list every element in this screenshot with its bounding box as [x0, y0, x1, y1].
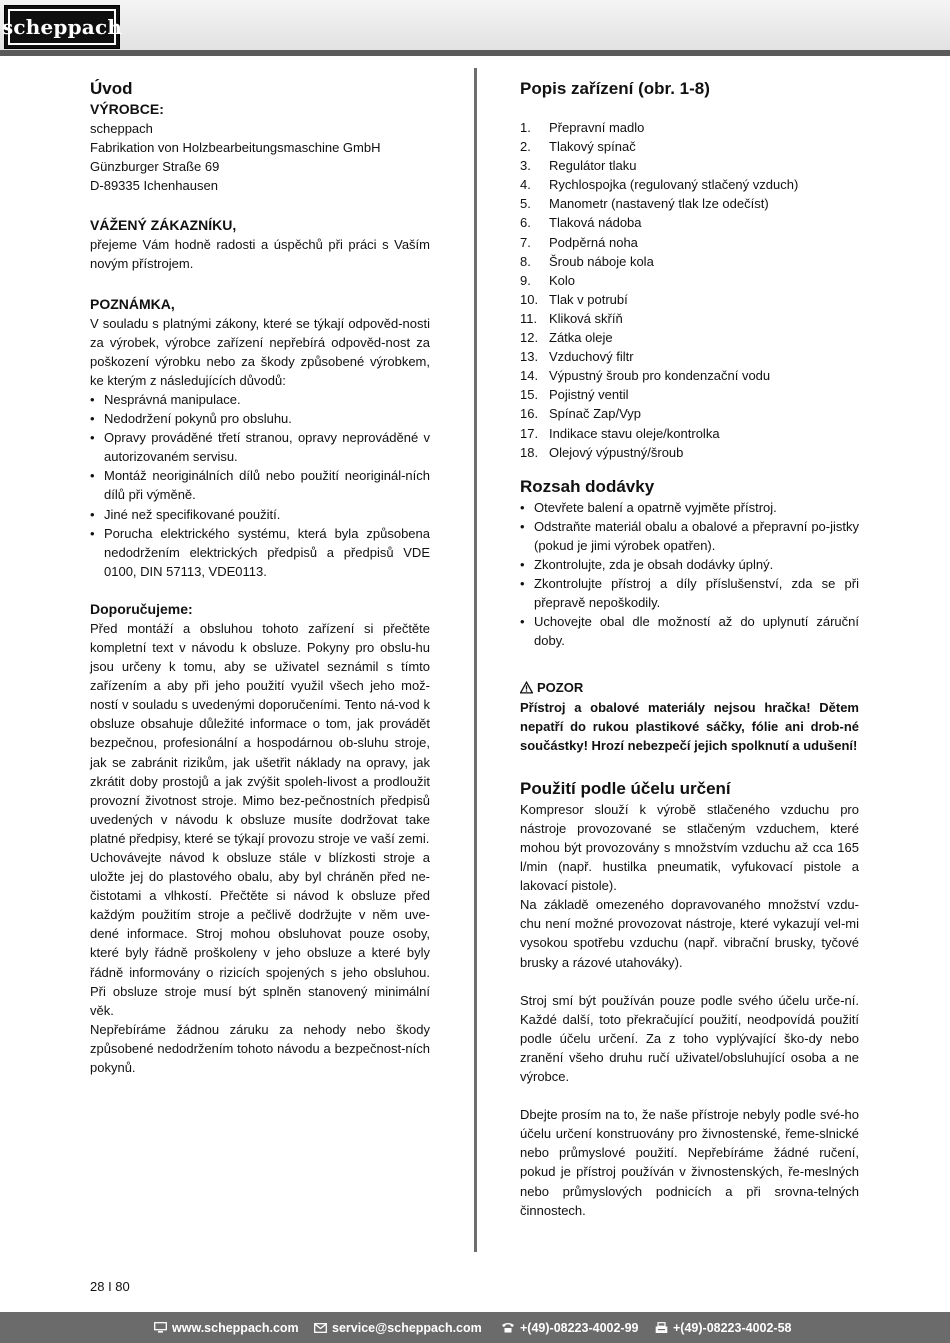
footer-website[interactable] [154, 1312, 299, 1343]
brand-logo-text: scheppach [8, 9, 116, 45]
list-item: • Uchovejte obal dle možností až do uplynutí záruční doby. [520, 612, 859, 650]
note-heading: POZNÁMKA, [90, 295, 175, 312]
customer-heading: VÁŽENÝ ZÁKAZNÍKU, [90, 217, 237, 234]
list-item: • Nedodržení pokynů pro obsluhu. [90, 409, 430, 428]
recommend-heading: Doporučujeme: [90, 600, 193, 617]
footer-fax[interactable] [655, 1312, 792, 1343]
list-item: 14. Výpustný šroub pro kondenzační vodu [520, 368, 771, 384]
footer-phone[interactable] [501, 1312, 639, 1343]
list-item: • Porucha elektrického systému, která byla způsobena nedodržením elektrických předpisů a předpisů VDE 0100, DIN 57113, VDE0113. [90, 524, 430, 581]
list-item: • Otevřete balení a opatrně vyjměte přístroj. [520, 498, 859, 517]
email-link[interactable]: service@scheppach.com [332, 1320, 482, 1335]
delivery-list [520, 498, 859, 651]
list-item: • Jiné než specifikované použití. [90, 505, 430, 524]
list-item: 17. Indikace stavu oleje/kontrolka [520, 425, 720, 441]
list-item: 18. Olejový výpustný/šroub [520, 444, 684, 460]
use-paragraph: Stroj smí být používán pouze podle svého účelu urče-ní. Každé další, toto překračující použití, neodpovídá použití podle účelu určení. Za z toho vyplývající ško-dy nebo zranění všeho druhu ručí uživatel/obsluhující osoba a ne výrobce. [520, 992, 859, 1085]
delivery-heading: Rozsah dodávky [520, 476, 655, 496]
monitor-icon [154, 1322, 167, 1333]
list-item: 15. Pojistný ventil [520, 387, 629, 403]
list-item: 12. Zátka oleje [520, 330, 613, 346]
page-header [0, 0, 950, 51]
recommend-paragraph: Nepřebíráme žádnou záruku za nehody nebo škody způsobené nedodržením tohoto návodu a bezpečnost-ních pokynů. [90, 1021, 430, 1076]
description-heading: Popis zařízení (obr. 1-8) [520, 79, 710, 98]
list-item: 11. Kliková skříň [520, 310, 623, 326]
list-item: • Odstraňte materiál obalu a obalové a přepravní po-jistky (pokud je jimi výrobek opatřen). [520, 517, 859, 555]
list-item: 4. Rychlospojka (regulovaný stlačený vzduch) [520, 177, 799, 193]
list-item: 1. Přepravní madlo [520, 120, 645, 135]
right-column [520, 78, 859, 1220]
list-item: • Montáž neoriginálních dílů nebo použití neoriginál-ních dílů při výměně. [90, 466, 430, 504]
use-paragraph: Na základě omezeného dopravovaného množství vzdu-chu není možné provozovat nástroje, které vykazují vel-mi vysokou spotřebu vzduchu (např. vibrační brusky, tyčové brusky a rázové utahováky). [520, 897, 859, 970]
use-heading: Použití podle účelu určení [520, 778, 731, 798]
phone-number: +(49)-08223-4002-99 [520, 1320, 639, 1335]
fax-number: +(49)-08223-4002-58 [673, 1320, 792, 1335]
list-item: • Zkontrolujte přístroj a díly příslušenství, zda se při přepravě nepoškodily. [520, 574, 859, 612]
parts-list [520, 118, 859, 462]
page-footer [0, 1312, 950, 1343]
use-paragraph: Dbejte prosím na to, že naše přístroje nebyly podle své-ho účelu určení konstruovány pro živnostenské, řeme-slnické nebo průmyslové použití. Nepřebíráme žádné ručení, pokud je přístroj používán v živnostenských, ře-meslných nebo průmyslových podnicích a při srovna-telných činnostech. [520, 1107, 859, 1218]
column-divider [474, 68, 477, 1252]
warning-icon [520, 681, 533, 694]
page-number: 28 I 80 [90, 1279, 130, 1294]
list-item: 16. Spínač Zap/Vyp [520, 406, 642, 422]
list-item: 8. Šroub náboje kola [520, 253, 654, 269]
manufacturer-heading: VÝROBCE: [90, 101, 164, 117]
footer-email[interactable] [314, 1312, 482, 1343]
list-item: 5. Manometr (nastavený tlak lze odečíst) [520, 196, 769, 212]
website-link[interactable]: www.scheppach.com [172, 1320, 299, 1335]
list-item: 6. Tlaková nádoba [520, 215, 642, 231]
warning-label: POZOR [537, 680, 584, 696]
mail-icon [314, 1323, 327, 1333]
fax-icon [655, 1322, 668, 1334]
recommend-paragraph: Uchovávejte návod k obsluze stále v blízkosti stroje a uložte jej do plastového obalu, aby byl chráněn před ne-čistotami a vlhkostí. Přečtěte si návod k obsluze před každým použitím stroje a pečlivě dodržujte v něm uve-dené informace. Stroj mohou obsluhovat pouze osoby, které byly řádně proškoleny v jeho obsluze a které byly řádně informovány o rizicích spojených s jeho obsluhou. Při obsluze stroje musí být splněn stanovený minimální věk. [90, 850, 430, 1018]
intro-title: Úvod [90, 79, 133, 98]
customer-text: přejeme Vám hodně radosti a úspěchů při práci s Vaším novým přístrojem. [90, 237, 430, 272]
list-item: • Opravy prováděné třetí stranou, opravy neprováděné v autorizovaném servisu. [90, 428, 430, 466]
list-item: 10. Tlak v potrubí [520, 291, 628, 307]
list-item: • Zkontrolujte, zda je obsah dodávky úplný. [520, 555, 859, 574]
list-item: 13. Vzduchový filtr [520, 349, 634, 365]
note-text: V souladu s platnými zákony, které se týkají odpověd-nosti za výrobek, výrobce zařízení nepřebírá odpověd-nost za poškození výrobku nebo za škody způsobené výrobkem, ke kterým z následujících důvodů: [90, 315, 430, 388]
list-item: 9. Kolo [520, 272, 576, 288]
phone-icon [501, 1322, 515, 1333]
brand-logo [1, 5, 123, 49]
list-item: 2. Tlakový spínač [520, 139, 636, 155]
list-item: 3. Regulátor tlaku [520, 158, 637, 174]
header-rule [0, 50, 950, 56]
list-item: 7. Podpěrná noha [520, 234, 638, 250]
manufacturer-line: Günzburger Straße 69 [90, 159, 220, 175]
list-item: • Nesprávná manipulace. [90, 390, 430, 409]
warning-text: Přístroj a obalové materiály nejsou hračka! Dětem nepatří do rukou plastikové sáčky, fólie ani drob-né součástky! Hrozí nebezpečí jejich spolknutí a udušení! [520, 699, 859, 753]
recommend-paragraph: Před montáží a obsluhou tohoto zařízení si přečtěte kompletní text v návodu k obsluze. Pokyny pro obslu-hu jsou určeny k tomu, aby se uživatel seznámil s tímto zařízením a aby při jeho použití využil všech jeho mož-ností v souladu s uvedenými doporučeními. Tento ná-vod k obsluze obsahuje důležité informace o tom, jak provádět bezpečnou, profesionální a hospodárnou ob-sluhu stroje, jak se zabránit rizikům, jak ušetřit náklady na opravy, jak zkrátit doby prostojů a jak zvýšit spoleh-livost a prodloužit provozní životnost stroje. Mimo bez-pečnostních předpisů uvedených v návodu k obsluze musíte dodržovat take platné předpisy, které se týkají provozu stroje ve vaší zemi. [90, 620, 430, 846]
left-column [90, 78, 430, 1077]
use-paragraph: Kompresor slouží k výrobě stlačeného vzduchu pro nástroje provozované se stlačeným vzduchem, které mohou být provozovány s množstvím vzduchu až cca 165 l/min (např. hustilka pneumatik, vyfukovací pistole a lakovací pistole). [520, 801, 859, 894]
manufacturer-line: D-89335 Ichenhausen [90, 178, 218, 194]
warning-heading [520, 678, 859, 697]
note-list [90, 390, 430, 581]
manufacturer-line: Fabrikation von Holzbearbeitungsmaschine GmbH [90, 140, 381, 156]
manufacturer-line: scheppach [90, 121, 153, 136]
